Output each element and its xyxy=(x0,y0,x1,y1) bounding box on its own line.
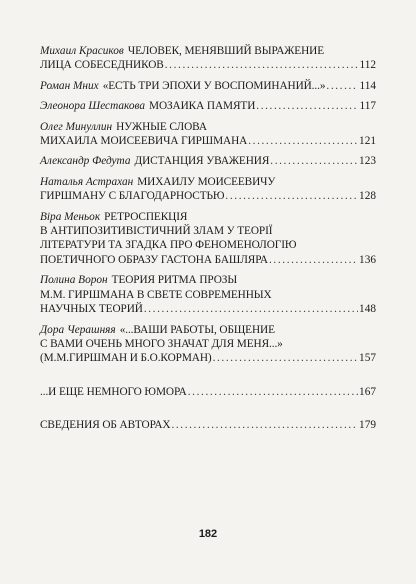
toc-entry xyxy=(40,120,376,149)
leader-dots xyxy=(165,58,359,72)
page-number: 123 xyxy=(359,155,376,168)
toc-entry xyxy=(40,323,376,366)
entry-author: Роман Мних xyxy=(40,79,99,92)
toc-entry xyxy=(40,210,376,268)
entry-title: «...ВАШИ РАБОТЫ, ОБЩЕНИЕ xyxy=(119,323,275,336)
entry-title: ЛІТЕРАТУРИ ТА ЗГАДКА ПРО ФЕНОМЕНОЛОГІЮ xyxy=(40,239,297,252)
page-number: 112 xyxy=(359,59,376,72)
entry-author: Полина Ворон xyxy=(40,274,108,287)
toc-entry xyxy=(40,44,376,73)
leader-dots xyxy=(269,253,358,267)
table-of-contents xyxy=(40,44,376,439)
page-number: 128 xyxy=(359,190,376,203)
entry-author: Віра Меньок xyxy=(40,210,101,223)
toc-entry xyxy=(40,154,376,168)
entry-author: Михаил Красиков xyxy=(40,45,124,57)
entry-title: С ВАМИ ОЧЕНЬ МНОГО ЗНАЧАТ ДЛЯ МЕНЯ...» xyxy=(40,337,283,350)
toc-entry xyxy=(40,175,376,204)
entry-title: ЛИЦА СОБЕСЕДНИКОВ xyxy=(40,59,164,72)
leader-dots xyxy=(248,134,358,148)
section-title: СВЕДЕНИЯ ОБ АВТОРАХ xyxy=(40,419,171,432)
page-number: 114 xyxy=(359,79,376,92)
page-number: 179 xyxy=(359,419,376,432)
toc-entry xyxy=(40,273,376,316)
leader-dots xyxy=(256,99,358,113)
entry-title: ТЕОРИЯ РИТМА ПРОЗЫ xyxy=(111,274,238,287)
entry-title: НАУЧНЫХ ТЕОРИЙ xyxy=(40,303,143,316)
entry-title: МОЗАИКА ПАМЯТИ xyxy=(149,100,256,113)
toc-entry xyxy=(40,99,376,113)
entry-title: ПОЕТИЧНОГО ОБРАЗУ ГАСТОНА БАШЛЯРА xyxy=(40,253,268,266)
entry-title: (М.М.ГИРШМАН И Б.О.КОРМАН) xyxy=(40,352,212,365)
entry-title: В АНТИПОЗИТИВІСТИЧНИЙ ЗЛАМ У ТЕОРІЇ xyxy=(40,225,273,238)
entry-title: МИХАИЛУ МОИСЕЕВИЧУ xyxy=(137,175,276,188)
toc-section xyxy=(40,385,376,399)
leader-dots xyxy=(270,154,358,168)
toc-entry xyxy=(40,79,376,93)
leader-dots xyxy=(213,351,358,365)
page-number: 148 xyxy=(359,303,376,316)
leader-dots xyxy=(171,418,358,432)
entry-author: Дора Черашняя xyxy=(40,323,116,336)
entry-title: ЧЕЛОВЕК, МЕНЯВШИЙ ВЫРАЖЕНИЕ xyxy=(127,45,325,57)
leader-dots xyxy=(326,79,358,93)
page-number: 117 xyxy=(359,100,376,113)
section-title: ...И ЕЩЕ НЕМНОГО ЮМОРА xyxy=(40,385,187,398)
page-number: 167 xyxy=(359,385,376,398)
entry-title: МИХАИЛА МОИСЕЕВИЧА ГИРШМАНА xyxy=(40,135,248,148)
entry-title: «ЕСТЬ ТРИ ЭПОХИ У ВОСПОМИНАНИЙ...» xyxy=(102,79,326,92)
entry-title: М.М. ГИРШМАНА В СВЕТЕ СОВРЕМЕННЫХ xyxy=(40,288,272,301)
entry-author: Олег Минуллин xyxy=(40,120,113,133)
entry-title: РЕТРОСПЕКЦІЯ xyxy=(104,210,188,223)
entry-author: Элеонора Шестакова xyxy=(40,100,145,113)
leader-dots xyxy=(188,385,358,399)
entry-title: ГИРШМАНУ С БЛАГОДАРНОСТЬЮ xyxy=(40,190,225,203)
toc-section xyxy=(40,418,376,432)
page-folio: 182 xyxy=(198,528,218,540)
leader-dots xyxy=(225,189,358,203)
entry-author: Александр Федута xyxy=(40,155,131,168)
page-number: 136 xyxy=(359,253,376,266)
entry-author: Наталья Астрахан xyxy=(40,175,134,188)
page-number: 121 xyxy=(359,135,376,148)
entry-title: ДИСТАНЦИЯ УВАЖЕНИЯ xyxy=(134,155,270,168)
page-number: 157 xyxy=(359,352,376,365)
leader-dots xyxy=(144,302,358,316)
entry-title: НУЖНЫЕ СЛОВА xyxy=(116,120,207,133)
